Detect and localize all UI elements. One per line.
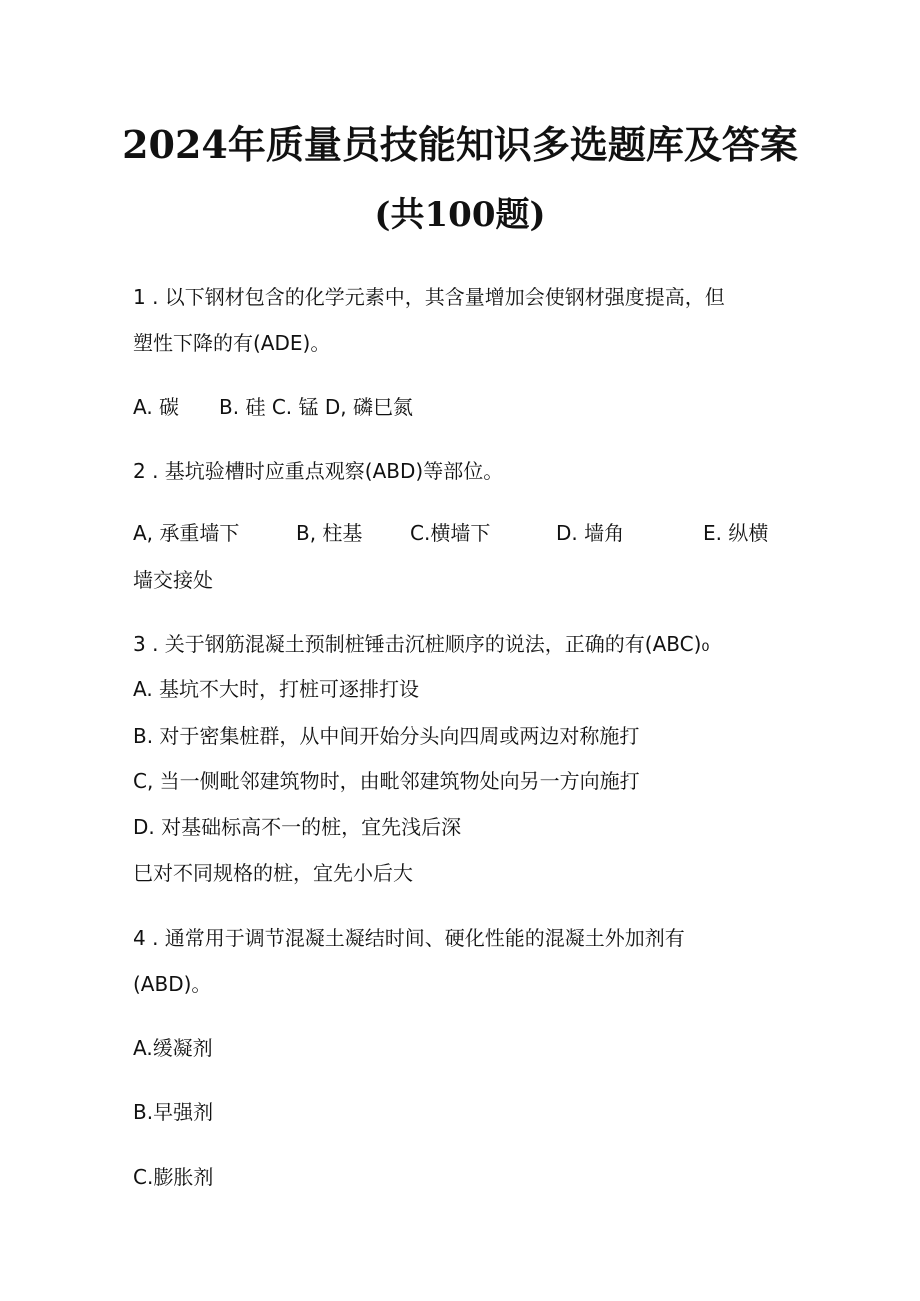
question-4-option-a: A.缓凝剂 [133,1036,213,1060]
question-3-option-d: D. 对基础标高不一的桩，宜先浅后深 [133,815,462,839]
question-4-text-line-1: 4 . 通常用于调节混凝土凝结时间、硬化性能的混凝土外加剂有 [133,926,685,950]
question-3-option-b: B. 对于密集桩群，从中间开始分头向四周或两边对称施打 [133,724,640,748]
question-1-options: A. 碳 B. 硅 C. 锰 D, 磷巳氮 [133,395,413,419]
question-2-option-c: C.横墙下 [410,521,491,545]
question-2-option-e: E. 纵横 [703,521,769,545]
document-subtitle: (共100题) [374,195,546,235]
question-3-text: 3 . 关于钢筋混凝土预制桩锤击沉桩顺序的说法，正确的有(ABC)₀ [133,632,710,656]
question-1-text-line-1: 1 . 以下钢材包含的化学元素中，其含量增加会使钢材强度提高，但 [133,285,725,309]
question-2-option-d: D. 墙角 [556,521,625,545]
question-2-option-e-wrap: 墙交接处 [133,568,213,592]
question-3-option-a: A. 基坑不大时，打桩可逐排打设 [133,677,420,701]
question-4-text-line-2: (ABD)。 [133,972,212,996]
question-3-option-c: C, 当一侧毗邻建筑物时，由毗邻建筑物处向另一方向施打 [133,769,640,793]
document-title: 2024年质量员技能知识多选题库及答案 [122,122,798,167]
question-1-text-line-2: 塑性下降的有(ADE)。 [133,331,331,355]
question-2-text: 2 . 基坑验槽时应重点观察(ABD)等部位。 [133,459,504,483]
question-2-option-b: B, 柱基 [296,521,363,545]
question-4-option-c: C.膨胀剂 [133,1165,214,1189]
question-3-option-e: 巳对不同规格的桩，宜先小后大 [133,861,413,885]
question-2-option-a: A, 承重墙下 [133,521,240,545]
question-4-option-b: B.早强剂 [133,1100,214,1124]
